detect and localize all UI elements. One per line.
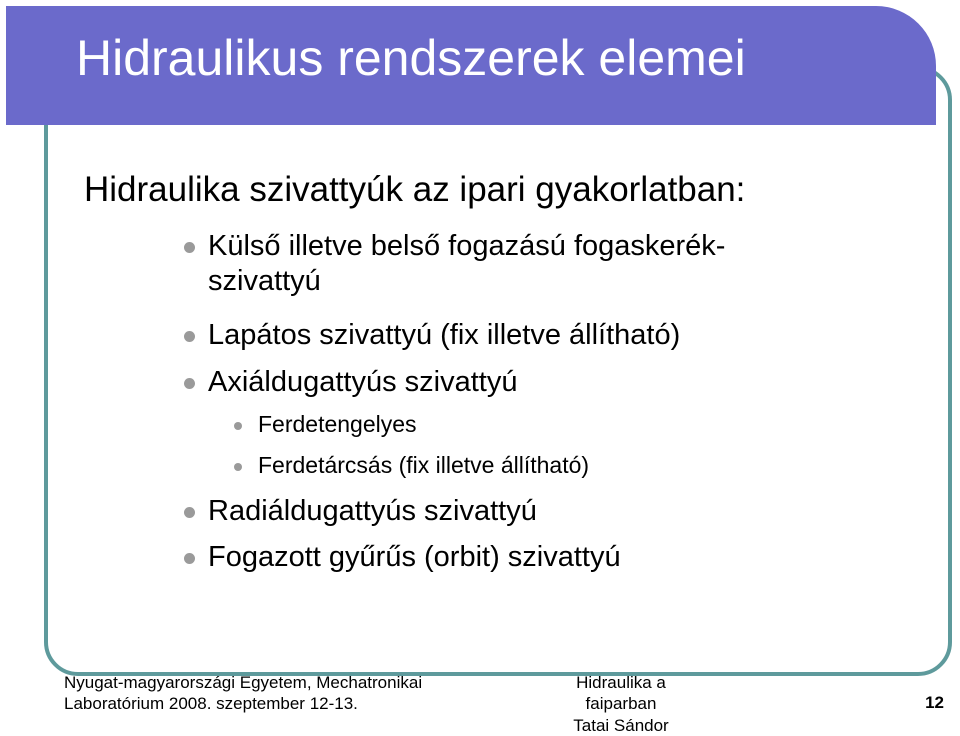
bullet-dot-icon bbox=[184, 331, 195, 342]
page-number: 12 bbox=[925, 693, 944, 712]
footer-left-line1: Nyugat-magyarországi Egyetem, Mechatronikai bbox=[64, 673, 423, 692]
footer-center-line2: Tatai Sándor bbox=[573, 715, 669, 735]
footer-center-line1: Hidraulika a faiparban bbox=[576, 673, 666, 714]
bullet-radial-piston-pump bbox=[208, 494, 537, 529]
bullet-orbit-pump bbox=[208, 540, 621, 575]
footer-left-line2: Laboratórium 2008. szeptember 12-13. bbox=[64, 694, 358, 714]
bullet-dot-icon bbox=[184, 378, 195, 389]
bullet-text: Radiáldugattyús szivattyú bbox=[208, 495, 537, 527]
bullet-text: Fogazott gyűrűs (orbit) szivattyú bbox=[208, 541, 621, 573]
sub-bullet-text: Ferdetárcsás (fix illetve állítható) bbox=[258, 452, 590, 478]
bullet-dot-icon bbox=[184, 242, 195, 253]
title-underline bbox=[6, 119, 936, 125]
sub-bullet-text: Ferdetengelyes bbox=[258, 411, 417, 437]
bullet-text: Külső illetve belső fogazású fogaskerék- bbox=[208, 230, 726, 262]
bullet-text: Lapátos szivattyú (fix illetve állítható) bbox=[208, 319, 681, 351]
footer-institution bbox=[64, 672, 422, 715]
sub-bullet-dot-icon bbox=[234, 463, 242, 471]
bullet-dot-icon bbox=[184, 553, 195, 564]
sub-bullet-swash-plate bbox=[258, 452, 589, 480]
sub-bullet-dot-icon bbox=[234, 422, 242, 430]
bullet-text-continued: szivattyú bbox=[208, 264, 321, 297]
bullet-dot-icon bbox=[184, 507, 195, 518]
bullet-vane-pump bbox=[208, 318, 680, 353]
intro-text: Hidraulika szivattyúk az ipari gyakorlatban: bbox=[84, 170, 746, 209]
slide-title: Hidraulikus rendszerek elemei bbox=[76, 30, 746, 86]
footer-course bbox=[546, 672, 696, 736]
sub-bullet-bent-axis bbox=[258, 411, 417, 439]
bullet-text: Axiáldugattyús szivattyú bbox=[208, 366, 518, 398]
bullet-gear-pump bbox=[208, 229, 725, 299]
bullet-axial-piston-pump bbox=[208, 365, 517, 400]
